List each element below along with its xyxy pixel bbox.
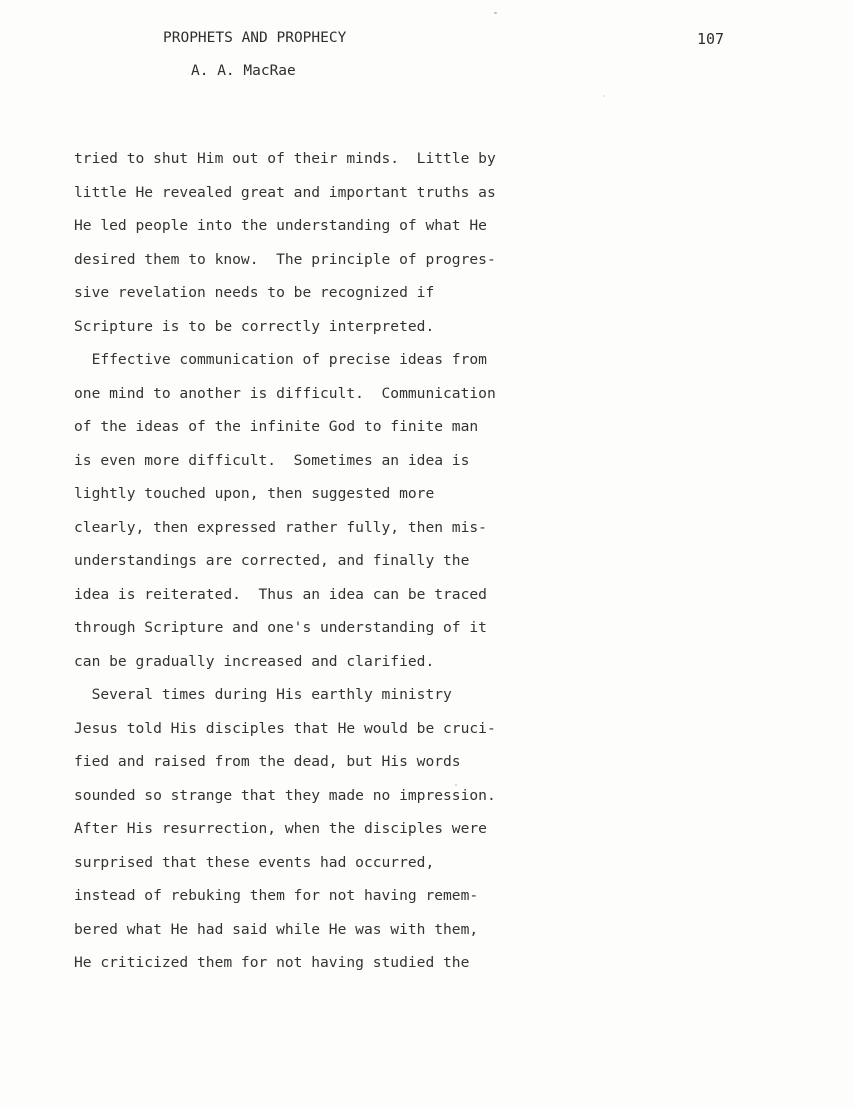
text-line: Effective communication of precise ideas from: [74, 351, 487, 368]
running-header-author: A. A. MacRae: [191, 63, 296, 79]
text-line: He led people into the understanding of what He: [74, 217, 487, 234]
text-line: desired them to know. The principle of progres-: [74, 250, 496, 268]
text-line: Scripture is to be correctly interpreted.: [74, 317, 435, 335]
text-line: one mind to another is difficult. Communication: [74, 384, 496, 402]
text-line: can be gradually increased and clarified.: [74, 652, 435, 670]
scan-speck: [455, 784, 457, 786]
text-line: through Scripture and one's understanding of it: [74, 619, 487, 636]
text-line: clearly, then expressed rather fully, then mis-: [74, 518, 487, 536]
running-header-title: PROPHETS AND PROPHECY: [163, 30, 347, 46]
text-line: Several times during His earthly ministry: [74, 686, 452, 703]
text-line: After His resurrection, when the disciples were: [74, 820, 487, 837]
text-line: tried to shut Him out of their minds. Little by: [74, 150, 496, 167]
body-text: [74, 142, 494, 980]
text-line: lightly touched upon, then suggested more: [74, 485, 435, 502]
text-line: understandings are corrected, and finally the: [74, 552, 470, 569]
scan-speck: [494, 12, 497, 14]
text-line: He criticized them for not having studied the: [74, 954, 470, 971]
text-line: little He revealed great and important truths as: [74, 183, 496, 201]
text-line: is even more difficult. Sometimes an idea is: [74, 451, 470, 469]
text-line: idea is reiterated. Thus an idea can be traced: [74, 585, 487, 603]
text-line: of the ideas of the infinite God to finite man: [74, 418, 479, 435]
text-line: bered what He had said while He was with them,: [74, 920, 479, 938]
text-line: Jesus told His disciples that He would be cruci-: [74, 719, 496, 737]
text-line: fied and raised from the dead, but His words: [74, 753, 461, 770]
text-line: sive revelation needs to be recognized if: [74, 284, 435, 301]
text-line: instead of rebuking them for not having remem-: [74, 887, 479, 904]
scan-speck: [603, 95, 605, 97]
text-line: surprised that these events had occurred,: [74, 853, 435, 871]
text-line: sounded so strange that they made no impression.: [74, 786, 496, 804]
page-number: 107: [697, 30, 725, 48]
